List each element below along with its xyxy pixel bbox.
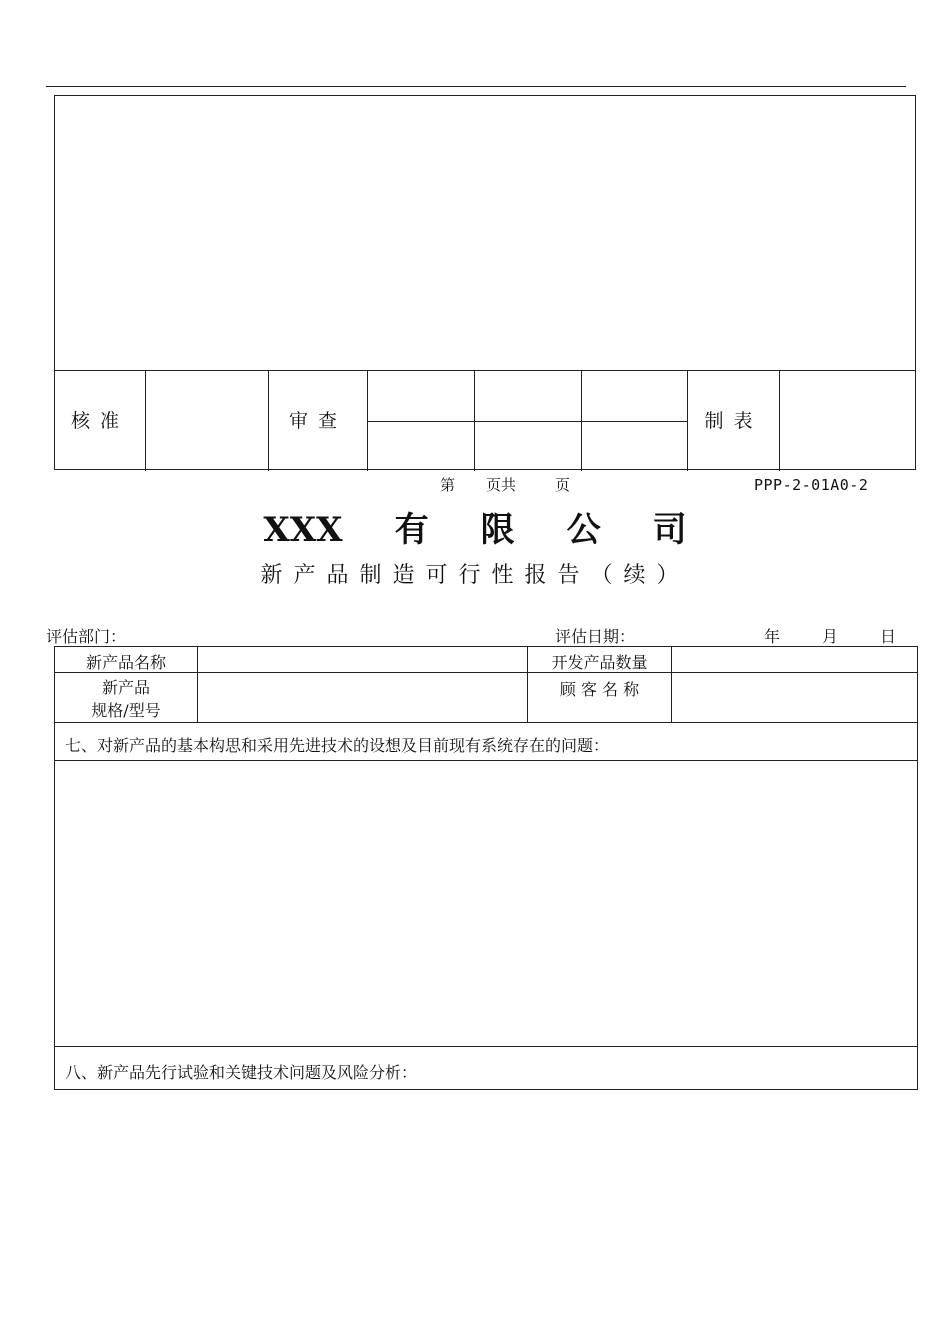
prepare-signature-field[interactable] xyxy=(780,371,915,471)
spec-label-line2: 规格/型号 xyxy=(91,701,161,720)
company-part: 司 xyxy=(652,510,687,550)
year-label: 年 xyxy=(764,627,781,646)
day-label: 日 xyxy=(880,627,897,646)
report-subtitle: 新产品制造可行性报告（续） xyxy=(260,563,690,588)
approve-label: 核准 xyxy=(70,410,129,432)
section-eight-title: 八、新产品先行试验和关键技术问题及风险分析： xyxy=(65,1063,418,1082)
page-mid: 页共 xyxy=(486,476,517,494)
company-part: XXX xyxy=(263,510,343,550)
signature-row xyxy=(55,370,915,471)
product-name-label: 新产品名称 xyxy=(85,653,166,672)
product-info-table xyxy=(54,646,918,1090)
review-label: 审查 xyxy=(288,410,347,432)
company-part: 公 xyxy=(566,510,601,550)
previous-page-box xyxy=(54,95,916,470)
header-rule xyxy=(46,86,906,87)
page-prefix: 第 xyxy=(440,476,456,494)
spec-label-line1: 新产品 xyxy=(101,678,150,697)
spec-field[interactable] xyxy=(198,673,527,722)
section-seven-content[interactable] xyxy=(55,761,917,1045)
prepare-label: 制表 xyxy=(704,410,763,432)
date-label: 评估日期： xyxy=(555,627,636,646)
section-seven-title: 七、对新产品的基本构思和采用先进技术的设想及目前现有系统存在的问题： xyxy=(65,736,610,755)
approve-signature-field[interactable] xyxy=(146,371,268,471)
dev-quantity-label: 开发产品数量 xyxy=(551,653,648,672)
customer-label: 顾 客 名 称 xyxy=(559,680,640,699)
dev-quantity-field[interactable] xyxy=(672,647,917,672)
customer-field[interactable] xyxy=(672,673,917,722)
dept-label: 评估部门： xyxy=(46,627,127,646)
company-part: 有 xyxy=(394,510,429,550)
month-label: 月 xyxy=(822,627,839,646)
company-title xyxy=(0,502,950,551)
product-name-field[interactable] xyxy=(198,647,527,672)
review-grid-divider xyxy=(367,421,687,422)
previous-content-area[interactable] xyxy=(55,96,915,370)
company-part: 限 xyxy=(480,510,515,550)
spec-label xyxy=(55,676,197,722)
page-suffix: 页 xyxy=(555,476,571,494)
form-code: PPP-2-01A0-2 xyxy=(754,476,869,494)
